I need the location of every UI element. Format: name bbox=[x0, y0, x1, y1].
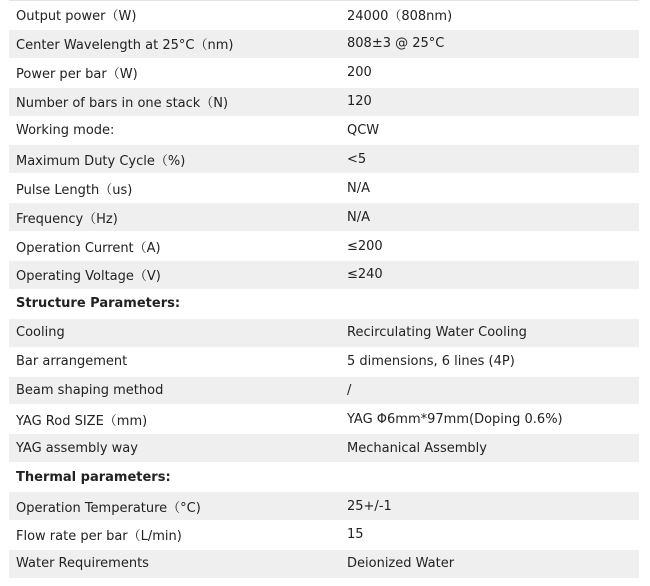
section-header-row bbox=[9, 290, 639, 319]
param-name: YAG assembly way bbox=[16, 440, 138, 456]
section-title-structure: Structure Parameters: bbox=[16, 296, 181, 312]
param-name: Working mode: bbox=[16, 123, 115, 138]
section-title-thermal: Thermal parameters: bbox=[16, 469, 171, 485]
table-row bbox=[9, 88, 639, 117]
param-value: 5 dimensions, 6 lines (4P) bbox=[347, 354, 515, 370]
table-row bbox=[9, 492, 639, 521]
param-value: N/A bbox=[347, 209, 370, 225]
param-value: ≤240 bbox=[347, 267, 383, 283]
table-row bbox=[9, 59, 639, 88]
param-value: ≤200 bbox=[347, 238, 383, 254]
param-value: 24000（808nm) bbox=[347, 9, 453, 25]
table-row bbox=[9, 261, 639, 290]
param-value: 120 bbox=[347, 94, 372, 110]
param-name: Water Requirements bbox=[16, 556, 149, 572]
table-row bbox=[9, 550, 639, 579]
param-value: 25+/-1 bbox=[347, 498, 392, 514]
param-name: Operation Temperature（°C) bbox=[16, 500, 201, 516]
param-value: <5 bbox=[347, 151, 367, 167]
table-row bbox=[9, 174, 639, 203]
param-value: YAG Φ6mm*97mm(Doping 0.6%) bbox=[347, 411, 563, 427]
table-row bbox=[9, 434, 639, 463]
table-row bbox=[9, 377, 639, 406]
param-name: Operation Current（A) bbox=[16, 240, 161, 256]
param-value: 15 bbox=[347, 527, 364, 543]
table-row bbox=[9, 319, 639, 348]
param-name: Cooling bbox=[16, 325, 65, 341]
param-name: Pulse Length（us) bbox=[16, 182, 133, 198]
param-value: Deionized Water bbox=[347, 556, 455, 572]
table-row bbox=[9, 232, 639, 261]
section-header-row bbox=[9, 463, 639, 492]
param-value: Recirculating Water Cooling bbox=[347, 325, 527, 341]
spec-table bbox=[9, 0, 639, 579]
table-row bbox=[9, 203, 639, 232]
param-name: Output power（W) bbox=[16, 9, 137, 25]
param-name: Operating Voltage（V) bbox=[16, 269, 161, 285]
table-row bbox=[9, 117, 639, 146]
param-name: Number of bars in one stack（N) bbox=[16, 96, 229, 112]
param-name: Power per bar（W) bbox=[16, 67, 138, 83]
param-name: Beam shaping method bbox=[16, 383, 164, 399]
param-name: Flow rate per bar（L/min) bbox=[16, 529, 182, 545]
param-value: 200 bbox=[347, 65, 372, 81]
param-value: N/A bbox=[347, 180, 370, 196]
param-name: Maximum Duty Cycle（%) bbox=[16, 153, 186, 169]
param-name: Frequency（Hz) bbox=[16, 211, 118, 227]
param-value: 808±3 @ 25°C bbox=[347, 36, 445, 52]
table-row bbox=[9, 1, 639, 30]
table-row bbox=[9, 348, 639, 377]
param-value: QCW bbox=[347, 123, 380, 138]
param-value: / bbox=[347, 383, 352, 399]
param-name: YAG Rod SIZE（mm) bbox=[16, 413, 148, 429]
table-row bbox=[9, 405, 639, 434]
table-row bbox=[9, 30, 639, 59]
param-value: Mechanical Assembly bbox=[347, 440, 487, 456]
table-row bbox=[9, 145, 639, 174]
param-name: Bar arrangement bbox=[16, 354, 128, 370]
table-row bbox=[9, 521, 639, 550]
param-name: Center Wavelength at 25°C（nm) bbox=[16, 38, 234, 54]
